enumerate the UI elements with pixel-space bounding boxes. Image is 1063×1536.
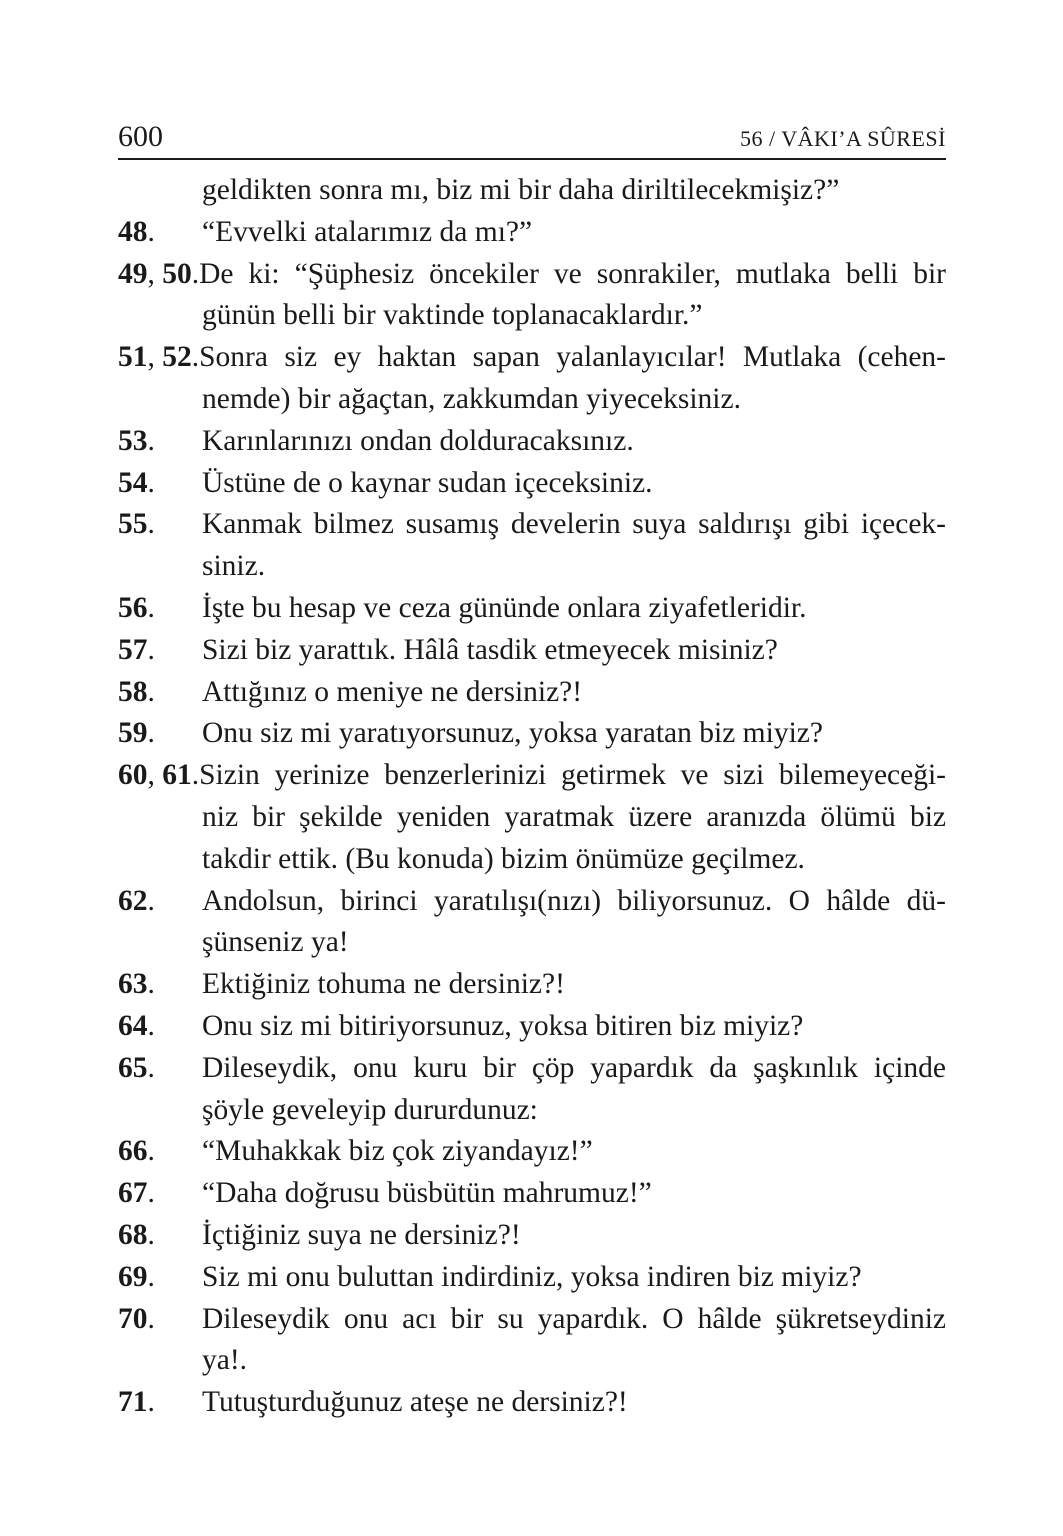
- verse-number: 54.: [118, 466, 155, 499]
- verse-text: De ki: “Şüphesiz öncekiler ve sonrakiler, mutlaka belli bir: [199, 257, 946, 290]
- verse-line: [118, 755, 946, 797]
- verse-line: [118, 797, 946, 839]
- verse-line: [118, 1173, 946, 1215]
- verse-number: 51, 52.: [118, 341, 200, 374]
- verse-line: [118, 1257, 946, 1299]
- verse-number: 63.: [118, 968, 155, 1001]
- verse-line: [118, 1382, 946, 1424]
- verse-number: 70.: [118, 1302, 155, 1335]
- verse-text: Kanmak bilmez susamış develerin suya saldırışı gibi içecek-: [202, 508, 946, 541]
- verse-text: “Evvelki atalarımız da mı?”: [202, 215, 533, 248]
- verse-number: 49, 50.: [118, 257, 200, 290]
- verse-number: 66.: [118, 1135, 155, 1168]
- verse-number: 59.: [118, 717, 155, 750]
- verse-text: Sizin yerinize benzerlerinizi getirmek ve sizi bilemeyeceği-: [199, 759, 946, 792]
- verse-line: [118, 1215, 946, 1257]
- verse-number: 58.: [118, 675, 155, 708]
- verse-line: [118, 881, 946, 923]
- verse-text: Sizi biz yarattık. Hâlâ tasdik etmeyecek misiniz?: [202, 633, 778, 666]
- verse-line: [118, 630, 946, 672]
- verse-number: 64.: [118, 1009, 155, 1042]
- verse-text: Siz mi onu buluttan indirdiniz, yoksa indiren biz miyiz?: [202, 1260, 862, 1293]
- verse-number: 67.: [118, 1177, 155, 1210]
- verse-number: 55.: [118, 508, 155, 541]
- verse-text: “Muhakkak biz çok ziyandayız!”: [202, 1135, 593, 1168]
- verse-text: nemde) bir ağaçtan, zakkumdan yiyeceksiniz.: [202, 382, 741, 415]
- running-title: 56 / VÂKI’A SÛRESİ: [739, 126, 946, 151]
- verse-number: 57.: [118, 633, 155, 666]
- verse-text: şöyle geveleyip dururdunuz:: [202, 1093, 538, 1126]
- verse-number: 69.: [118, 1260, 155, 1293]
- verse-line: [118, 421, 946, 463]
- verse-text: niz bir şekilde yeniden yaratmak üzere aranızda ölümü biz: [202, 800, 946, 833]
- verse-line: [118, 504, 946, 546]
- verse-number: 62.: [118, 884, 155, 917]
- verse-line: [118, 337, 946, 379]
- verse-text: Tutuşturduğunuz ateşe ne dersiniz?!: [202, 1386, 628, 1419]
- verse-text: Onu siz mi yaratıyorsunuz, yoksa yaratan biz miyiz?: [202, 717, 823, 750]
- verse-line: [118, 546, 946, 588]
- verse-text: günün belli bir vaktinde toplanacaklardır.”: [202, 299, 703, 332]
- verse-number: 53.: [118, 424, 155, 457]
- verse-line: [118, 1131, 946, 1173]
- verse-number: 71.: [118, 1386, 155, 1419]
- verse-text: Andolsun, birinci yaratılışı(nızı) biliyorsunuz. O hâlde dü-: [202, 884, 946, 917]
- verse-number: 56.: [118, 591, 155, 624]
- verse-number: 65.: [118, 1051, 155, 1084]
- verse-line: [118, 713, 946, 755]
- verse-line: [118, 1340, 946, 1382]
- verse-number: 60, 61.: [118, 759, 200, 792]
- verse-line: [118, 170, 946, 212]
- verse-line: [118, 672, 946, 714]
- verse-text: Sonra siz ey haktan sapan yalanlayıcılar! Mutlaka (cehen-: [199, 341, 946, 374]
- verse-line: [118, 839, 946, 881]
- verse-text: Üstüne de o kaynar sudan içeceksiniz.: [202, 466, 653, 499]
- verse-line: [118, 1006, 946, 1048]
- verse-line: [118, 254, 946, 296]
- verse-line: [118, 1090, 946, 1132]
- verse-line: [118, 1299, 946, 1341]
- verse-list: [118, 170, 946, 1424]
- verse-text: İşte bu hesap ve ceza gününde onlara ziyafetleridir.: [202, 591, 807, 624]
- verse-text: Dileseydik onu acı bir su yapardık. O hâlde şükretseydiniz: [202, 1302, 946, 1335]
- verse-line: [118, 212, 946, 254]
- verse-text: ya!.: [202, 1344, 248, 1377]
- verse-text: siniz.: [202, 550, 266, 583]
- verse-text: takdir ettik. (Bu konuda) bizim önümüze geçilmez.: [202, 842, 805, 875]
- verse-text: İçtiğiniz suya ne dersiniz?!: [202, 1218, 521, 1251]
- verse-text: Karınlarınızı ondan dolduracaksınız.: [202, 424, 634, 457]
- page-header: [118, 116, 946, 160]
- verse-line: [118, 379, 946, 421]
- verse-line: [118, 463, 946, 505]
- verse-text: Ektiğiniz tohuma ne dersiniz?!: [202, 968, 565, 1001]
- verse-line: [118, 922, 946, 964]
- verse-text: şünseniz ya!: [202, 926, 349, 959]
- verse-line: [118, 964, 946, 1006]
- verse-text: Attığınız o meniye ne dersiniz?!: [202, 675, 583, 708]
- verse-number: 48.: [118, 215, 155, 248]
- verse-text: Dileseydik, onu kuru bir çöp yapardık da şaşkınlık içinde: [202, 1051, 946, 1084]
- verse-text: Onu siz mi bitiriyorsunuz, yoksa bitiren biz miyiz?: [202, 1009, 804, 1042]
- verse-text: “Daha doğrusu büsbütün mahrumuz!”: [202, 1177, 652, 1210]
- verse-line: [118, 588, 946, 630]
- verse-line: [118, 1048, 946, 1090]
- verse-line: [118, 295, 946, 337]
- verse-text: geldikten sonra mı, biz mi bir daha diriltilecekmişiz?”: [202, 174, 840, 206]
- verse-number: 68.: [118, 1218, 155, 1251]
- page-number: 600: [118, 120, 163, 153]
